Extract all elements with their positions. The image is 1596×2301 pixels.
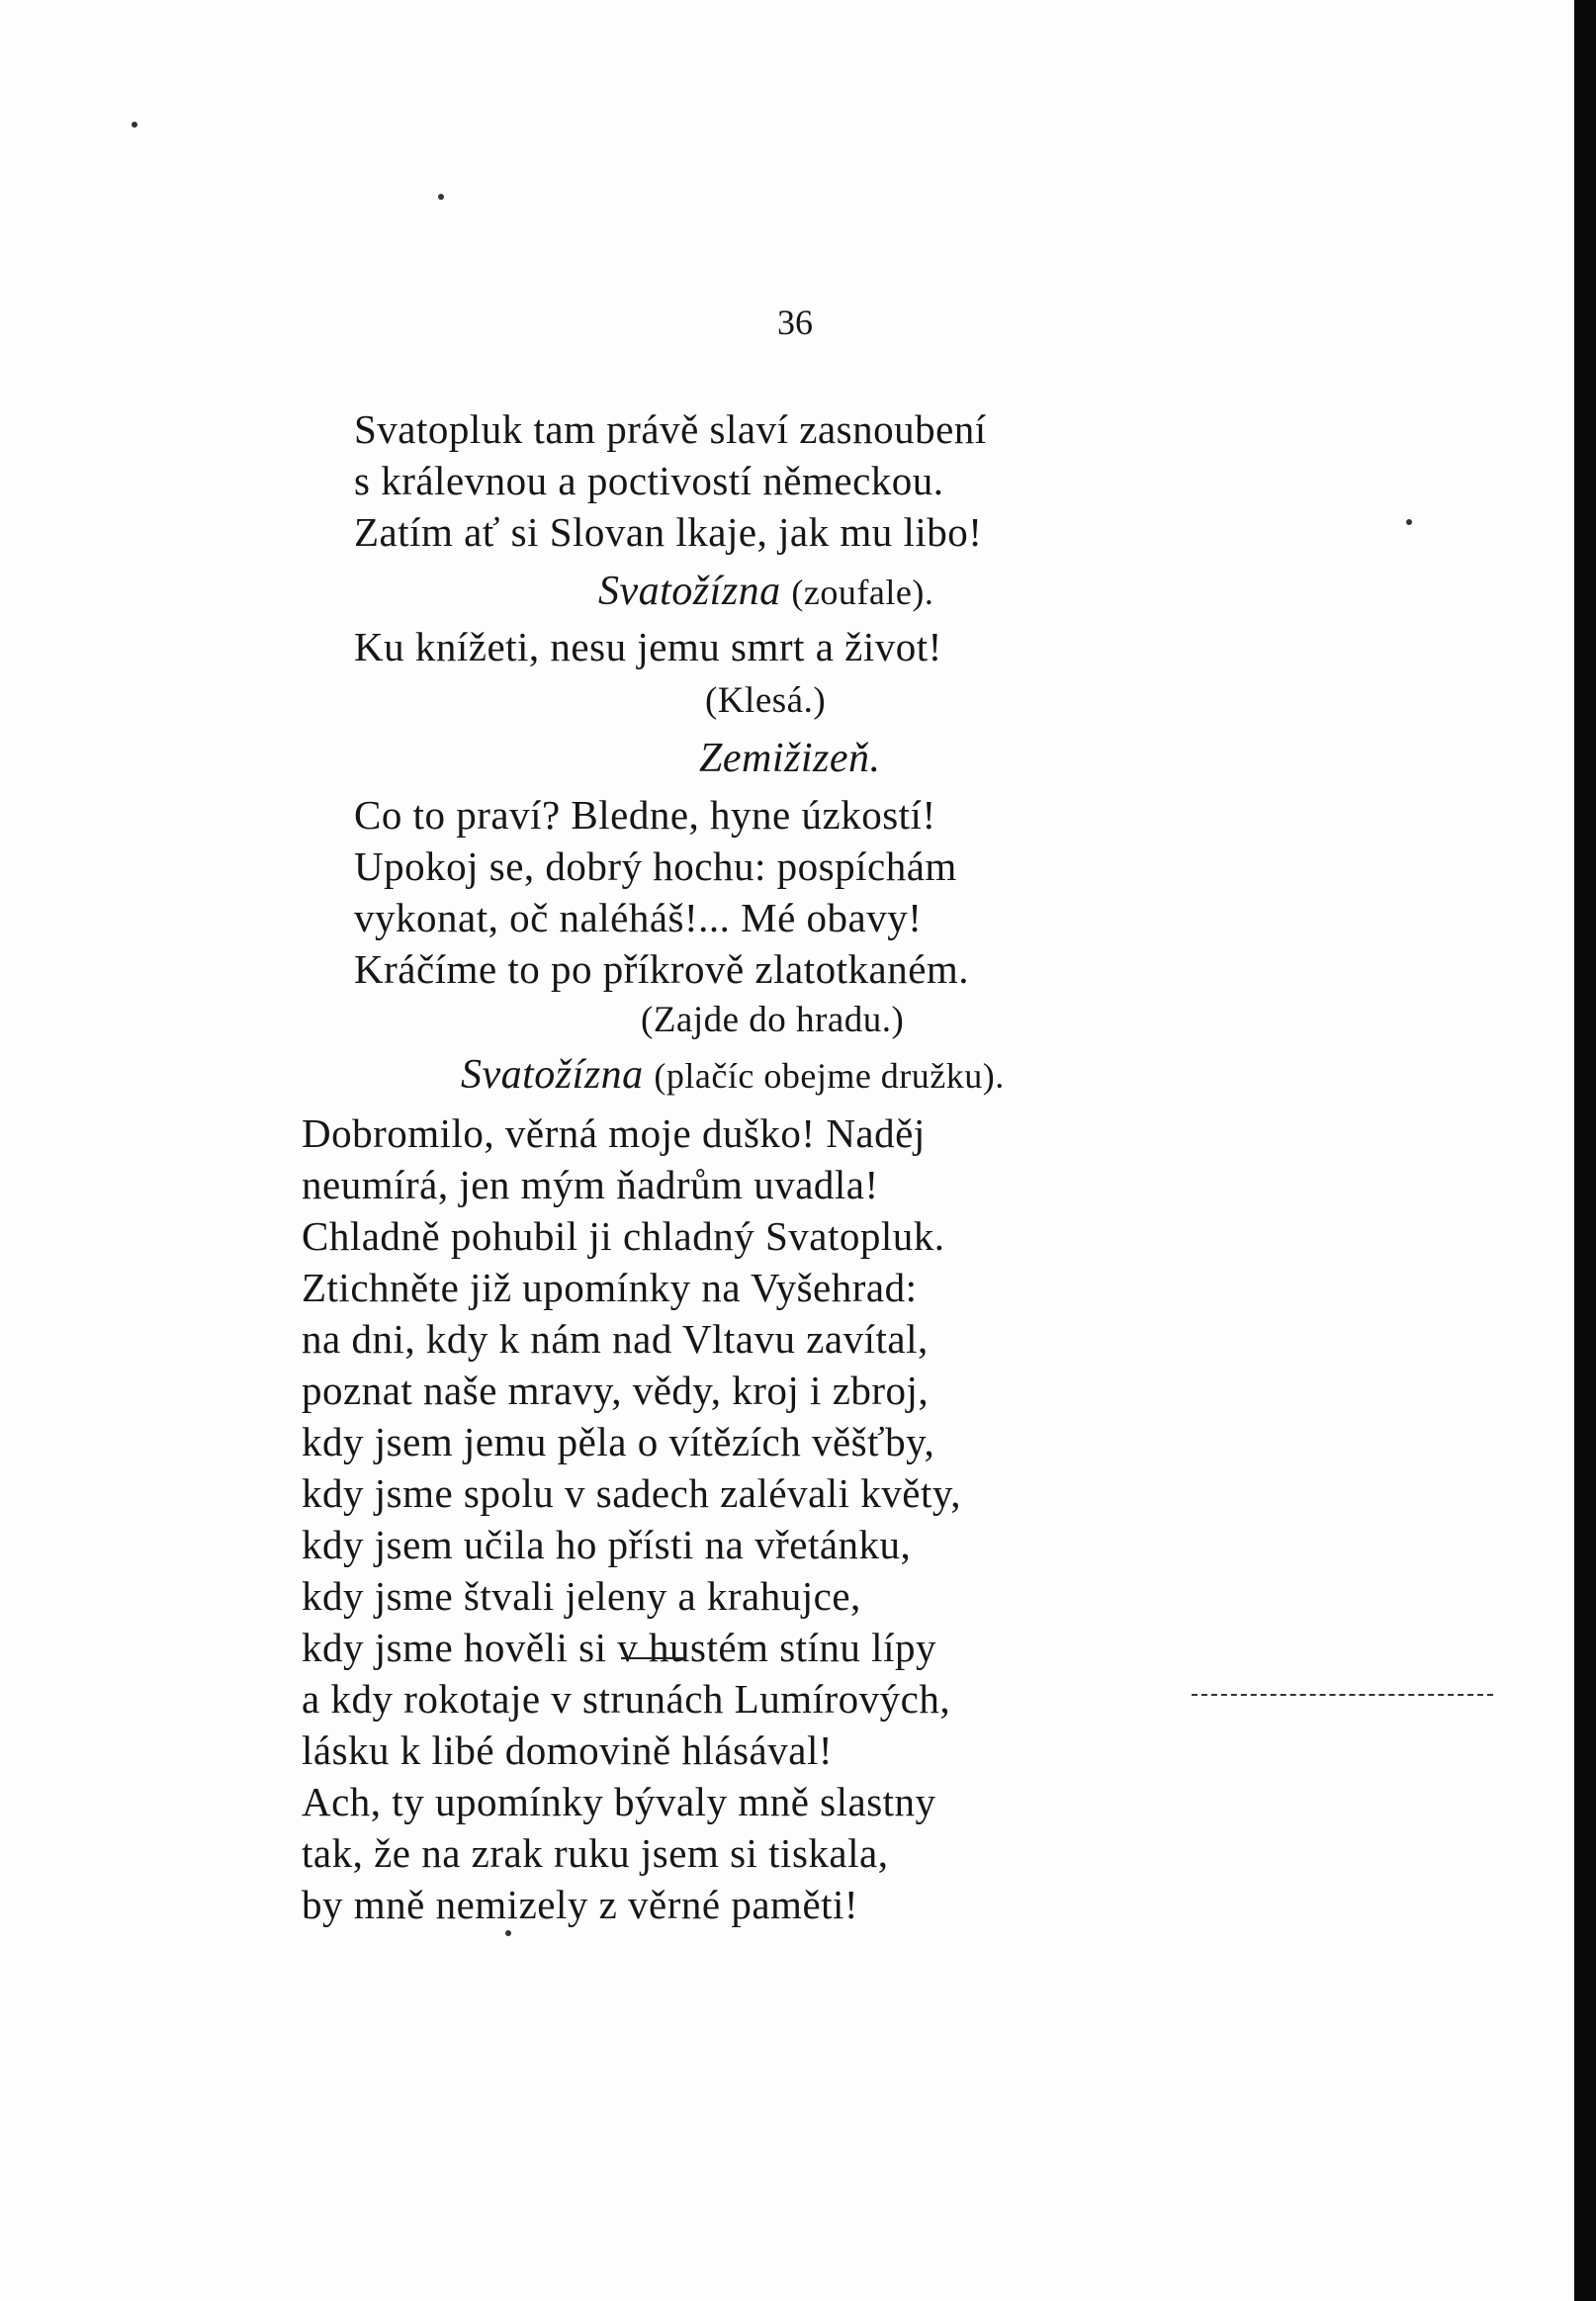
verse-line: kdy jsme hověli si v hustém stínu lípy <box>302 1625 936 1670</box>
verse-line: Ku knížeti, nesu jemu smrt a život! <box>354 624 942 669</box>
verse-line: Zatím ať si Slovan lkaje, jak mu libo! <box>354 509 983 555</box>
verse-line: kdy jsme štvali jeleny a krahujce, <box>302 1573 861 1619</box>
speaker-name: Zemižizeň. <box>699 736 881 781</box>
speck-mark <box>1406 519 1412 525</box>
verse-line: Chladně pohubil ji chladný Svatopluk. <box>302 1213 945 1259</box>
margin-dash-mark <box>1192 1694 1493 1696</box>
speaker-heading <box>461 1050 1005 1100</box>
verse-line: a kdy rokotaje v strunách Lumírových, <box>302 1676 951 1722</box>
speck-mark <box>505 1930 511 1936</box>
speck-mark <box>438 194 444 200</box>
verse-line: neumírá, jen mým ňadrům uvadla! <box>302 1162 879 1207</box>
verse-line: poznat naše mravy, vědy, kroj i zbroj, <box>302 1368 930 1413</box>
verse-line: Ach, ty upomínky bývaly mně slastny <box>302 1779 936 1824</box>
verse-line: s králevnou a poctivostí německou. <box>354 458 944 503</box>
verse-line: Ztichněte již upomínky na Vyšehrad: <box>302 1265 918 1310</box>
stage-direction: (plačíc obejme družku). <box>654 1056 1005 1096</box>
stage-direction: (zoufale). <box>791 573 934 612</box>
speaker-name: Svatožízna <box>461 1052 644 1098</box>
speaker-heading <box>699 734 881 782</box>
verse-line: Upokoj se, dobrý hochu: pospíchám <box>354 843 957 889</box>
verse-line: Co to praví? Bledne, hyne úzkostí! <box>354 792 936 838</box>
pencil-underline-mark <box>621 1657 686 1659</box>
page-number: 36 <box>777 303 813 342</box>
verse-line: lásku k libé domovině hlásával! <box>302 1727 833 1773</box>
verse-line: tak, že na zrak ruku jsem si tiskala, <box>302 1830 889 1876</box>
stage-direction: (Klesá.) <box>705 680 827 721</box>
speck-mark <box>132 122 137 128</box>
speaker-name: Svatožízna <box>598 569 781 614</box>
verse-line: na dni, kdy k nám nad Vltavu zavítal, <box>302 1316 929 1362</box>
stage-direction: (Zajde do hradu.) <box>641 1000 905 1040</box>
verse-line: vykonat, oč naléháš!... Mé obavy! <box>354 895 923 940</box>
verse-line: kdy jsem jemu pěla o vítězích věšťby, <box>302 1419 935 1464</box>
verse-line: Kráčíme to po příkrově zlatotkaném. <box>354 946 970 992</box>
verse-line: Svatopluk tam právě slaví zasnoubení <box>354 406 987 452</box>
speaker-heading <box>598 567 933 616</box>
verse-line: by mně nemizely z věrné paměti! <box>302 1882 859 1927</box>
verse-line: kdy jsme spolu v sadech zalévali květy, <box>302 1470 961 1516</box>
verse-line: Dobromilo, věrná moje duško! Naděj <box>302 1110 926 1156</box>
page-edge-border <box>1574 0 1596 2301</box>
verse-line: kdy jsem učila ho přísti na vřetánku, <box>302 1522 912 1567</box>
